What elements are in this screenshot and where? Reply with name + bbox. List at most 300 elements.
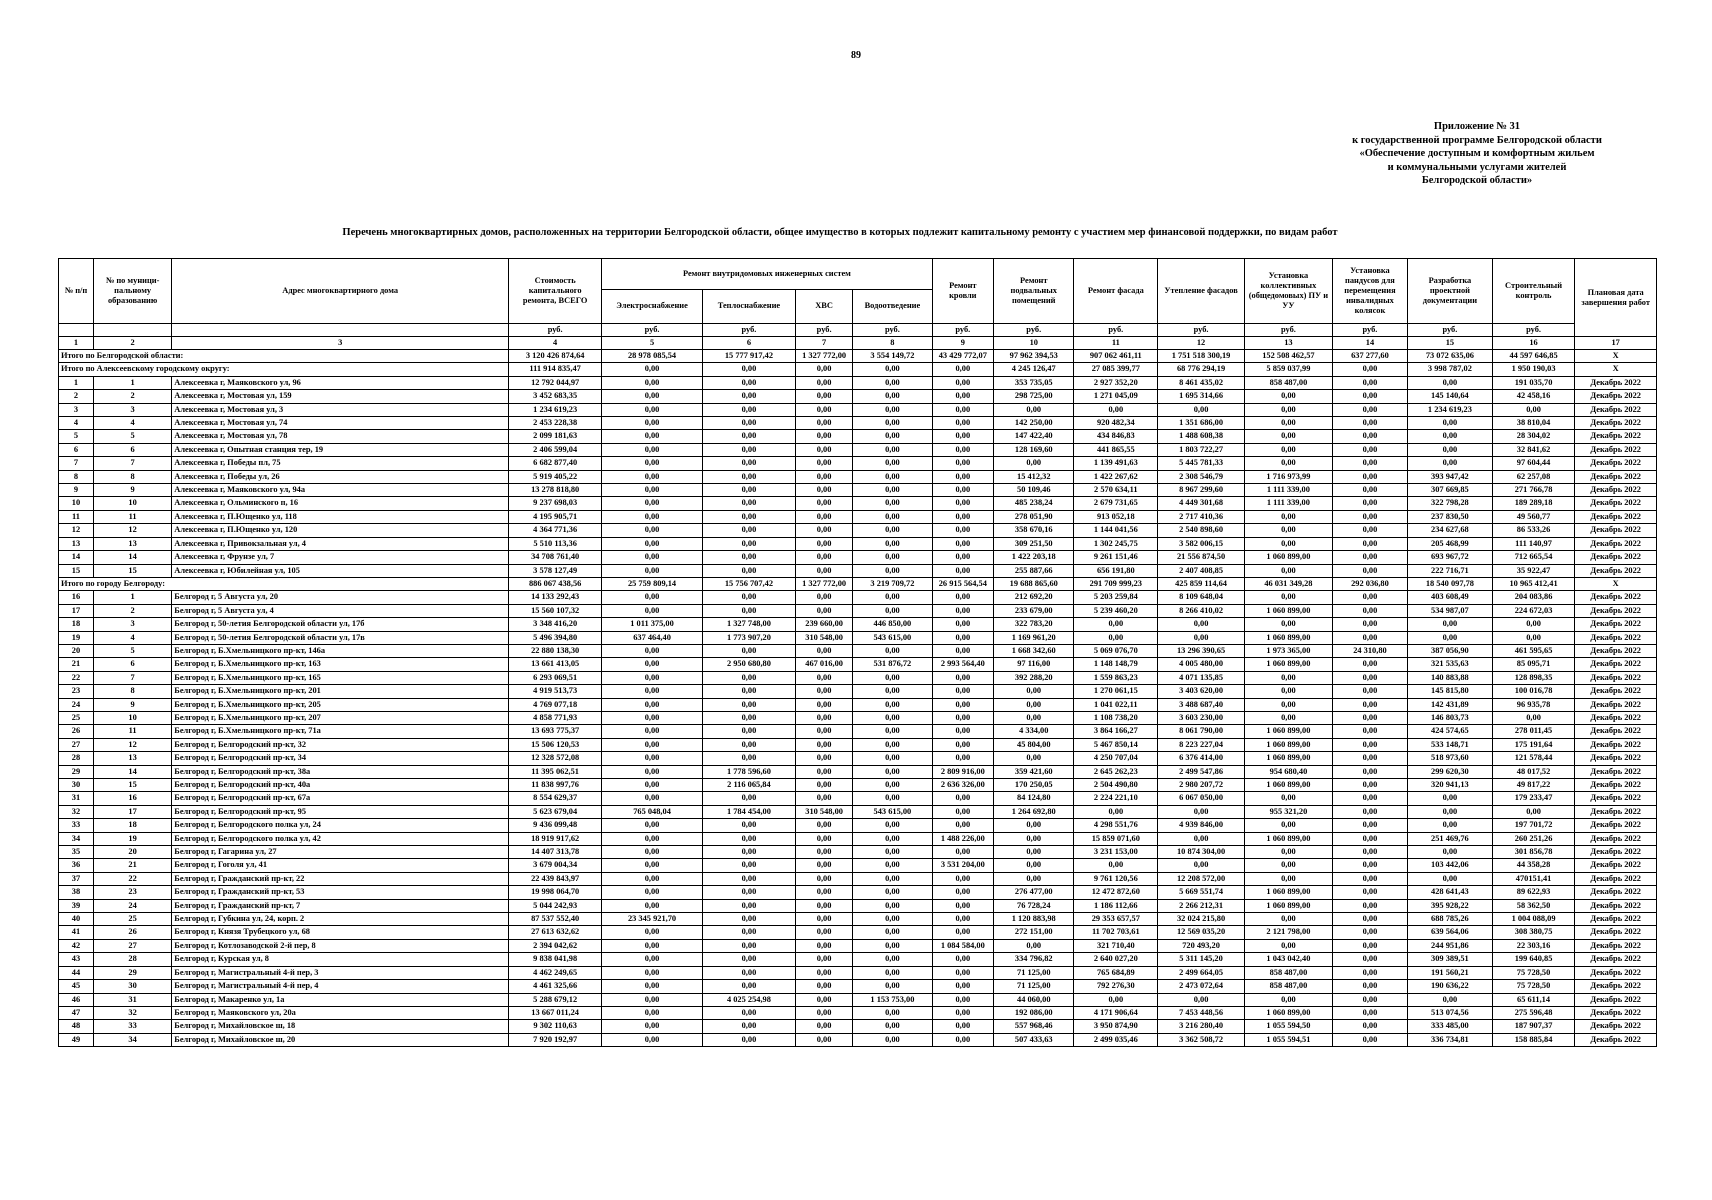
table-row — [59, 725, 1657, 738]
value-cell: 0,00 — [602, 564, 703, 577]
value-cell: 29 353 657,57 — [1074, 913, 1158, 926]
value-cell: 0,00 — [1244, 564, 1332, 577]
value-cell: 21 556 874,50 — [1158, 551, 1245, 564]
mun-number: 34 — [93, 1033, 171, 1046]
value-cell: 12 472 872,60 — [1074, 886, 1158, 899]
table-row — [59, 403, 1657, 416]
value-cell: 0,00 — [796, 698, 853, 711]
value-cell: 197 701,72 — [1492, 819, 1575, 832]
value-cell: 0,00 — [602, 725, 703, 738]
value-cell: 71 125,00 — [994, 966, 1074, 979]
address-cell: Белгород г, Михайловское ш, 20 — [172, 1033, 509, 1046]
value-cell: 0,00 — [932, 363, 993, 376]
value-cell: 2 980 207,72 — [1158, 779, 1245, 792]
address-cell: Белгород г, Белгородский пр-кт, 32 — [172, 738, 509, 751]
value-cell: 0,00 — [1244, 913, 1332, 926]
date-cell: Декабрь 2022 — [1575, 846, 1657, 859]
value-cell: 35 922,47 — [1492, 564, 1575, 577]
value-cell: 0,00 — [1332, 470, 1407, 483]
row-number: 21 — [59, 658, 94, 671]
value-cell: 75 728,50 — [1492, 980, 1575, 993]
value-cell: 89 622,93 — [1492, 886, 1575, 899]
value-cell: 0,00 — [853, 430, 932, 443]
value-cell: 0,00 — [932, 872, 993, 885]
value-cell: 0,00 — [702, 644, 795, 657]
value-cell: 1 264 692,80 — [994, 805, 1074, 818]
table-row — [59, 926, 1657, 939]
value-cell: 0,00 — [602, 711, 703, 724]
value-cell: 765 048,04 — [602, 805, 703, 818]
value-cell: 0,00 — [702, 497, 795, 510]
value-cell: 0,00 — [602, 886, 703, 899]
value-cell: 656 191,80 — [1074, 564, 1158, 577]
value-cell: 0,00 — [1074, 403, 1158, 416]
value-cell: 0,00 — [1244, 698, 1332, 711]
value-cell: 11 702 703,61 — [1074, 926, 1158, 939]
row-number: 16 — [59, 591, 94, 604]
value-cell: 1 973 365,00 — [1244, 644, 1332, 657]
value-cell: 0,00 — [602, 685, 703, 698]
value-cell: 7 920 192,97 — [509, 1033, 602, 1046]
value-cell: 1 055 594,51 — [1244, 1033, 1332, 1046]
address-cell: Белгород г, 50-летия Белгородской области ул, 17в — [172, 631, 509, 644]
date-cell: Декабрь 2022 — [1575, 993, 1657, 1006]
column-number-cell: 4 — [509, 337, 602, 350]
value-cell: 1 060 899,00 — [1244, 738, 1332, 751]
value-cell: 0,00 — [1332, 765, 1407, 778]
mun-number: 12 — [93, 524, 171, 537]
value-cell: 0,00 — [1332, 966, 1407, 979]
value-cell: 0,00 — [1074, 993, 1158, 1006]
header-electric: Электроснабжение — [602, 289, 703, 323]
mun-number: 2 — [93, 604, 171, 617]
value-cell: 128 898,35 — [1492, 671, 1575, 684]
value-cell: 8 109 648,04 — [1158, 591, 1245, 604]
value-cell: 0,00 — [702, 1006, 795, 1019]
date-cell: Декабрь 2022 — [1575, 698, 1657, 711]
value-cell: 0,00 — [1332, 913, 1407, 926]
value-cell: 15 412,32 — [994, 470, 1074, 483]
value-cell: 0,00 — [796, 403, 853, 416]
row-number: 34 — [59, 832, 94, 845]
value-cell: 0,00 — [702, 537, 795, 550]
value-cell: 14 407 313,78 — [509, 846, 602, 859]
value-cell: 44 060,00 — [994, 993, 1074, 1006]
value-cell: 0,00 — [932, 457, 993, 470]
value-cell: 322 783,20 — [994, 618, 1074, 631]
value-cell: 86 533,26 — [1492, 524, 1575, 537]
value-cell: 0,00 — [702, 846, 795, 859]
value-cell: 34 708 761,40 — [509, 551, 602, 564]
mun-number: 13 — [93, 752, 171, 765]
value-cell: 485 238,24 — [994, 497, 1074, 510]
address-cell: Алексеевка г, Юбилейная ул, 105 — [172, 564, 509, 577]
date-cell: Декабрь 2022 — [1575, 497, 1657, 510]
value-cell: 49 560,77 — [1492, 510, 1575, 523]
value-cell: 0,00 — [853, 443, 932, 456]
value-cell: 0,00 — [994, 939, 1074, 952]
date-cell: Декабрь 2022 — [1575, 551, 1657, 564]
value-cell: 1 271 045,09 — [1074, 390, 1158, 403]
value-cell: 543 615,00 — [853, 631, 932, 644]
value-cell: 0,00 — [1158, 631, 1245, 644]
address-cell: Алексеевка г, Маяковского ул, 96 — [172, 376, 509, 389]
value-cell: 4 364 771,36 — [509, 524, 602, 537]
row-number: 10 — [59, 497, 94, 510]
value-cell: 111 914 835,47 — [509, 363, 602, 376]
value-cell: 0,00 — [796, 993, 853, 1006]
value-cell: 0,00 — [853, 403, 932, 416]
value-cell: 0,00 — [796, 644, 853, 657]
value-cell: 0,00 — [994, 698, 1074, 711]
value-cell: 0,00 — [1492, 631, 1575, 644]
value-cell: 1 270 061,15 — [1074, 685, 1158, 698]
row-number: 31 — [59, 792, 94, 805]
appendix-line: Белгородской области» — [1421, 175, 1533, 186]
row-number: 25 — [59, 711, 94, 724]
value-cell: 71 125,00 — [994, 980, 1074, 993]
value-cell: 8 061 790,00 — [1158, 725, 1245, 738]
table-row — [59, 886, 1657, 899]
address-cell: Алексеевка г, Фрунзе ул, 7 — [172, 551, 509, 564]
value-cell: 353 735,05 — [994, 376, 1074, 389]
value-cell: 4 245 126,47 — [994, 363, 1074, 376]
value-cell: 97 962 394,53 — [994, 350, 1074, 363]
value-cell: 38 810,04 — [1492, 417, 1575, 430]
value-cell: 531 876,72 — [853, 658, 932, 671]
value-cell: 11 395 062,51 — [509, 765, 602, 778]
value-cell: 0,00 — [702, 390, 795, 403]
value-cell: 0,00 — [796, 591, 853, 604]
address-cell: Белгород г, Б.Хмельницкого пр-кт, 165 — [172, 671, 509, 684]
value-cell: 0,00 — [602, 524, 703, 537]
value-cell: 0,00 — [1332, 403, 1407, 416]
value-cell: 0,00 — [994, 457, 1074, 470]
value-cell: 27 085 399,77 — [1074, 363, 1158, 376]
column-number-cell: 2 — [93, 337, 171, 350]
value-cell: 0,00 — [602, 993, 703, 1006]
value-cell: 0,00 — [602, 832, 703, 845]
value-cell: 0,00 — [796, 832, 853, 845]
value-cell: 0,00 — [853, 939, 932, 952]
table-row — [59, 993, 1657, 1006]
value-cell: 239 660,00 — [796, 618, 853, 631]
unit-cell: руб. — [1158, 324, 1245, 337]
value-cell: 0,00 — [1332, 685, 1407, 698]
value-cell: 1 060 899,00 — [1244, 1006, 1332, 1019]
header-ramps: Установка пандусов для перемещения инвалидных колясок — [1332, 259, 1407, 324]
value-cell: 191 035,70 — [1492, 376, 1575, 389]
value-cell: 0,00 — [796, 537, 853, 550]
address-cell: Алексеевка г, Привокзальная ул, 4 — [172, 537, 509, 550]
value-cell: 4 005 480,00 — [1158, 658, 1245, 671]
value-cell: 858 487,00 — [1244, 376, 1332, 389]
value-cell: 43 429 772,07 — [932, 350, 993, 363]
mun-number: 10 — [93, 497, 171, 510]
value-cell: 1 422 267,62 — [1074, 470, 1158, 483]
value-cell: 321 535,63 — [1408, 658, 1493, 671]
value-cell: 0,00 — [702, 1020, 795, 1033]
address-cell: Белгород г, Макаренко ул, 1а — [172, 993, 509, 1006]
table-row — [59, 752, 1657, 765]
value-cell: 0,00 — [853, 470, 932, 483]
value-cell: 272 151,00 — [994, 926, 1074, 939]
value-cell: 0,00 — [796, 939, 853, 952]
value-cell: 0,00 — [602, 510, 703, 523]
value-cell: 0,00 — [932, 1006, 993, 1019]
value-cell: 191 560,21 — [1408, 966, 1493, 979]
header-basement: Ремонт подвальных помещений — [994, 259, 1074, 324]
value-cell: 12 208 572,00 — [1158, 872, 1245, 885]
value-cell: 0,00 — [702, 604, 795, 617]
mun-number: 8 — [93, 470, 171, 483]
date-cell: X — [1575, 577, 1657, 590]
value-cell: 5 239 460,20 — [1074, 604, 1158, 617]
value-cell: 0,00 — [1332, 792, 1407, 805]
value-cell: 3 864 166,27 — [1074, 725, 1158, 738]
value-cell: 0,00 — [932, 644, 993, 657]
value-cell: 76 728,24 — [994, 899, 1074, 912]
value-cell: 1 055 594,50 — [1244, 1020, 1332, 1033]
table-row — [59, 497, 1657, 510]
value-cell: 0,00 — [994, 846, 1074, 859]
value-cell: 0,00 — [853, 497, 932, 510]
value-cell: 12 569 035,20 — [1158, 926, 1245, 939]
value-cell: 0,00 — [853, 457, 932, 470]
date-cell: Декабрь 2022 — [1575, 792, 1657, 805]
appendix-line: к государственной программе Белгородской области — [1352, 134, 1602, 146]
value-cell: 0,00 — [853, 484, 932, 497]
value-cell: 0,00 — [853, 953, 932, 966]
date-cell: Декабрь 2022 — [1575, 725, 1657, 738]
value-cell: 0,00 — [932, 926, 993, 939]
table-row — [59, 631, 1657, 644]
value-cell: 0,00 — [932, 671, 993, 684]
value-cell: 0,00 — [994, 752, 1074, 765]
value-cell: 5 044 242,93 — [509, 899, 602, 912]
value-cell: 0,00 — [853, 926, 932, 939]
value-cell: 0,00 — [702, 403, 795, 416]
value-cell: 4 334,00 — [994, 725, 1074, 738]
table-row — [59, 859, 1657, 872]
value-cell: 886 067 438,56 — [509, 577, 602, 590]
row-number: 8 — [59, 470, 94, 483]
value-cell: 0,00 — [932, 805, 993, 818]
value-cell: 0,00 — [994, 685, 1074, 698]
date-cell: Декабрь 2022 — [1575, 644, 1657, 657]
unit-cell: руб. — [1408, 324, 1493, 337]
value-cell: 0,00 — [1332, 993, 1407, 1006]
address-cell: Белгород г, Котлозаводской 2-й пер, 8 — [172, 939, 509, 952]
value-cell: 434 846,83 — [1074, 430, 1158, 443]
address-cell: Белгород г, Белгородский пр-кт, 95 — [172, 805, 509, 818]
address-cell: Белгород г, Белгородский пр-кт, 34 — [172, 752, 509, 765]
table-row — [59, 805, 1657, 818]
value-cell: 336 734,81 — [1408, 1033, 1493, 1046]
value-cell: 0,00 — [702, 363, 795, 376]
table-row — [59, 430, 1657, 443]
table-row — [59, 537, 1657, 550]
value-cell: 0,00 — [1332, 363, 1407, 376]
value-cell: 637 464,40 — [602, 631, 703, 644]
value-cell: 0,00 — [602, 443, 703, 456]
value-cell: 0,00 — [853, 376, 932, 389]
row-number: 5 — [59, 430, 94, 443]
value-cell: 0,00 — [702, 591, 795, 604]
value-cell: 5 467 850,14 — [1074, 738, 1158, 751]
value-cell: 7 453 448,56 — [1158, 1006, 1245, 1019]
row-number: 14 — [59, 551, 94, 564]
value-cell: 0,00 — [602, 457, 703, 470]
value-cell: 0,00 — [994, 832, 1074, 845]
date-cell: Декабрь 2022 — [1575, 779, 1657, 792]
table-row — [59, 980, 1657, 993]
units-empty-cell — [93, 324, 171, 337]
value-cell: 15 506 120,53 — [509, 738, 602, 751]
value-cell: 4 250 707,04 — [1074, 752, 1158, 765]
row-number: 26 — [59, 725, 94, 738]
table-row — [59, 484, 1657, 497]
value-cell: 5 445 781,33 — [1158, 457, 1245, 470]
value-cell: 0,00 — [1244, 792, 1332, 805]
value-cell: 0,00 — [702, 725, 795, 738]
value-cell: 0,00 — [932, 698, 993, 711]
table-body — [59, 350, 1657, 1047]
value-cell: 13 661 413,05 — [509, 658, 602, 671]
value-cell: 0,00 — [796, 899, 853, 912]
value-cell: 0,00 — [932, 725, 993, 738]
mun-number: 27 — [93, 939, 171, 952]
row-number: 44 — [59, 966, 94, 979]
row-number: 29 — [59, 765, 94, 778]
column-number-cell: 10 — [994, 337, 1074, 350]
value-cell: 85 095,71 — [1492, 658, 1575, 671]
address-cell: Белгород г, Гражданский пр-кт, 22 — [172, 872, 509, 885]
value-cell: 0,00 — [796, 497, 853, 510]
value-cell: 0,00 — [702, 752, 795, 765]
value-cell: 3 998 787,02 — [1408, 363, 1493, 376]
value-cell: 0,00 — [853, 980, 932, 993]
value-cell: 637 277,60 — [1332, 350, 1407, 363]
column-number-cell: 13 — [1244, 337, 1332, 350]
value-cell: 18 919 917,62 — [509, 832, 602, 845]
value-cell: 2 950 680,80 — [702, 658, 795, 671]
row-number: 22 — [59, 671, 94, 684]
value-cell: 84 124,80 — [994, 792, 1074, 805]
value-cell: 3 348 416,20 — [509, 618, 602, 631]
column-number-cell: 15 — [1408, 337, 1493, 350]
value-cell: 0,00 — [932, 497, 993, 510]
value-cell: 310 548,00 — [796, 631, 853, 644]
value-cell: 0,00 — [932, 376, 993, 389]
value-cell: 0,00 — [702, 524, 795, 537]
value-cell: 3 679 004,34 — [509, 859, 602, 872]
value-cell: 145 140,64 — [1408, 390, 1493, 403]
value-cell: 5 859 037,99 — [1244, 363, 1332, 376]
value-cell: 6 293 069,51 — [509, 671, 602, 684]
value-cell: 244 951,86 — [1408, 939, 1493, 952]
header-total-cost: Стоимость капитального ремонта, ВСЕГО — [509, 259, 602, 324]
value-cell: 4 919 513,73 — [509, 685, 602, 698]
value-cell: 0,00 — [702, 872, 795, 885]
value-cell: 28 304,02 — [1492, 430, 1575, 443]
value-cell: 0,00 — [702, 859, 795, 872]
value-cell: 0,00 — [796, 765, 853, 778]
date-cell: Декабрь 2022 — [1575, 376, 1657, 389]
value-cell: 4 461 325,66 — [509, 980, 602, 993]
value-cell: 0,00 — [702, 939, 795, 952]
value-cell: 1 559 863,23 — [1074, 671, 1158, 684]
value-cell: 0,00 — [932, 631, 993, 644]
address-cell: Алексеевка г, П.Ющенко ул, 118 — [172, 510, 509, 523]
value-cell: 0,00 — [1332, 551, 1407, 564]
column-number-cell: 5 — [602, 337, 703, 350]
value-cell: 1 144 041,56 — [1074, 524, 1158, 537]
value-cell: 58 362,50 — [1492, 899, 1575, 912]
header-mun-num: № по муници-пальному образованию — [93, 259, 171, 324]
row-number: 11 — [59, 510, 94, 523]
value-cell: 0,00 — [602, 779, 703, 792]
address-cell: Белгород г, Б.Хмельницкого пр-кт, 146а — [172, 644, 509, 657]
value-cell: 0,00 — [602, 953, 703, 966]
value-cell: 0,00 — [602, 698, 703, 711]
value-cell: 0,00 — [1332, 926, 1407, 939]
value-cell: 1 784 454,00 — [702, 805, 795, 818]
value-cell: 0,00 — [853, 1020, 932, 1033]
value-cell: 1 139 491,63 — [1074, 457, 1158, 470]
value-cell: 2 407 408,85 — [1158, 564, 1245, 577]
value-cell: 2 717 410,36 — [1158, 510, 1245, 523]
value-cell: 0,00 — [1244, 591, 1332, 604]
address-cell: Алексеевка г, Мостовая ул, 78 — [172, 430, 509, 443]
value-cell: 0,00 — [702, 966, 795, 979]
value-cell: 1 488 608,38 — [1158, 430, 1245, 443]
value-cell: 0,00 — [702, 792, 795, 805]
value-cell: 0,00 — [1244, 457, 1332, 470]
value-cell: 0,00 — [853, 913, 932, 926]
value-cell: 140 883,88 — [1408, 671, 1493, 684]
date-cell: Декабрь 2022 — [1575, 832, 1657, 845]
value-cell: 0,00 — [796, 671, 853, 684]
value-cell: 1 803 722,27 — [1158, 443, 1245, 456]
value-cell: 0,00 — [932, 403, 993, 416]
date-cell: Декабрь 2022 — [1575, 403, 1657, 416]
value-cell: 1 060 899,00 — [1244, 551, 1332, 564]
value-cell: 1 043 042,40 — [1244, 953, 1332, 966]
value-cell: 22 439 843,97 — [509, 872, 602, 885]
mun-number: 17 — [93, 805, 171, 818]
value-cell: 0,00 — [1332, 537, 1407, 550]
unit-cell: руб. — [853, 324, 932, 337]
date-cell: Декабрь 2022 — [1575, 913, 1657, 926]
row-number: 43 — [59, 953, 94, 966]
value-cell: 121 578,44 — [1492, 752, 1575, 765]
value-cell: 147 422,40 — [994, 430, 1074, 443]
value-cell: 4 025 254,98 — [702, 993, 795, 1006]
row-number: 36 — [59, 859, 94, 872]
value-cell: 1 302 245,75 — [1074, 537, 1158, 550]
value-cell: 0,00 — [702, 484, 795, 497]
value-cell: 0,00 — [602, 792, 703, 805]
date-cell: Декабрь 2022 — [1575, 470, 1657, 483]
value-cell: 0,00 — [1332, 671, 1407, 684]
value-cell: 13 278 818,80 — [509, 484, 602, 497]
mun-number: 5 — [93, 430, 171, 443]
value-cell: 0,00 — [1158, 805, 1245, 818]
value-cell: 0,00 — [1244, 510, 1332, 523]
value-cell: 0,00 — [602, 591, 703, 604]
value-cell: 0,00 — [796, 430, 853, 443]
